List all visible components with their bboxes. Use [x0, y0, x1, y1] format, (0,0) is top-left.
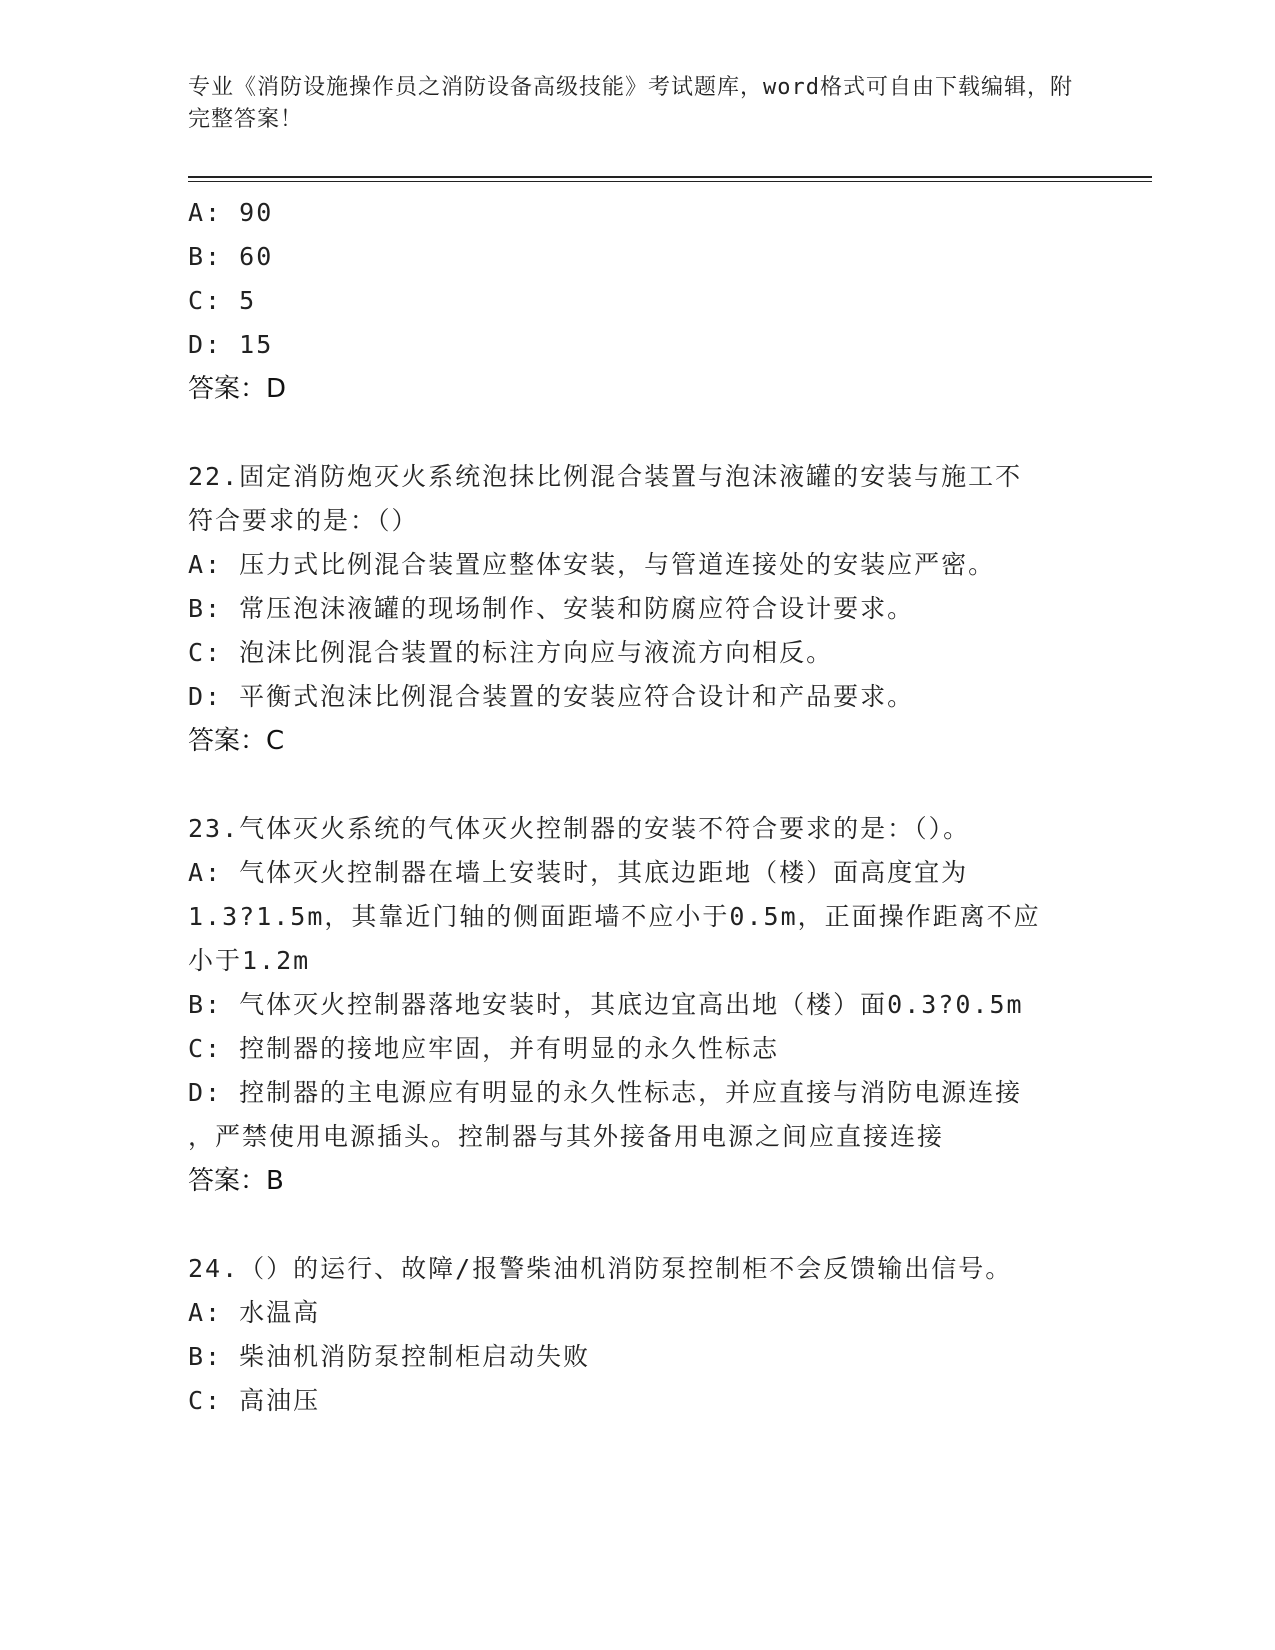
- q23-option-b: B: 气体灭火控制器落地安装时，其底边宜高出地（楼）面0.3?0.5m: [188, 990, 1024, 1019]
- document-header: 专业《消防设施操作员之消防设备高级技能》考试题库，word格式可自由下载编辑，附完整答案！: [188, 75, 1073, 132]
- q24-option-a: A: 水温高: [188, 1298, 321, 1327]
- q21-option-d: D: 15: [188, 330, 274, 359]
- q21-option-a: A: 90: [188, 198, 274, 227]
- q23-answer: 答案：B: [188, 1166, 284, 1196]
- q22-option-d: D: 平衡式泡沫比例混合装置的安装应符合设计和产品要求。: [188, 682, 915, 711]
- q24-option-b: B: 柴油机消防泵控制柜启动失败: [188, 1342, 591, 1371]
- q22-stem-line1: 22.固定消防炮灭火系统泡抹比例混合装置与泡沫液罐的安装与施工不: [188, 462, 1023, 491]
- q22-option-c: C: 泡沫比例混合装置的标注方向应与液流方向相反。: [188, 638, 834, 667]
- q23-option-a-line1: A: 气体灭火控制器在墙上安装时，其底边距地（楼）面高度宜为: [188, 858, 969, 887]
- q23-option-d-line2: ，严禁使用电源插头。控制器与其外接备用电源之间应直接连接: [188, 1122, 945, 1151]
- q23-option-c: C: 控制器的接地应牢固，并有明显的永久性标志: [188, 1034, 780, 1063]
- header-divider-thick: [188, 176, 1152, 178]
- q23-option-d-line1: D: 控制器的主电源应有明显的永久性标志，并应直接与消防电源连接: [188, 1078, 1023, 1107]
- q22-option-a: A: 压力式比例混合装置应整体安装，与管道连接处的安装应严密。: [188, 550, 996, 579]
- q22-option-b: B: 常压泡沫液罐的现场制作、安装和防腐应符合设计要求。: [188, 594, 915, 623]
- q23-option-a-line3: 小于1.2m: [188, 946, 311, 975]
- q23-option-a-line2: 1.3?1.5m，其靠近门轴的侧面距墙不应小于0.5m，正面操作距离不应: [188, 902, 1041, 931]
- q22-stem-line2: 符合要求的是：（）: [188, 506, 419, 535]
- q21-option-b: B: 60: [188, 242, 274, 271]
- header-divider-thin: [188, 181, 1152, 182]
- q23-stem: 23.气体灭火系统的气体灭火控制器的安装不符合要求的是：（）。: [188, 814, 971, 843]
- q24-option-c: C: 高油压: [188, 1386, 321, 1415]
- q21-answer: 答案：D: [188, 374, 287, 404]
- q22-answer: 答案：C: [188, 726, 285, 756]
- q24-stem: 24.（）的运行、故障/报警柴油机消防泵控制柜不会反馈输出信号。: [188, 1254, 1013, 1283]
- q21-option-c: C: 5: [188, 286, 257, 315]
